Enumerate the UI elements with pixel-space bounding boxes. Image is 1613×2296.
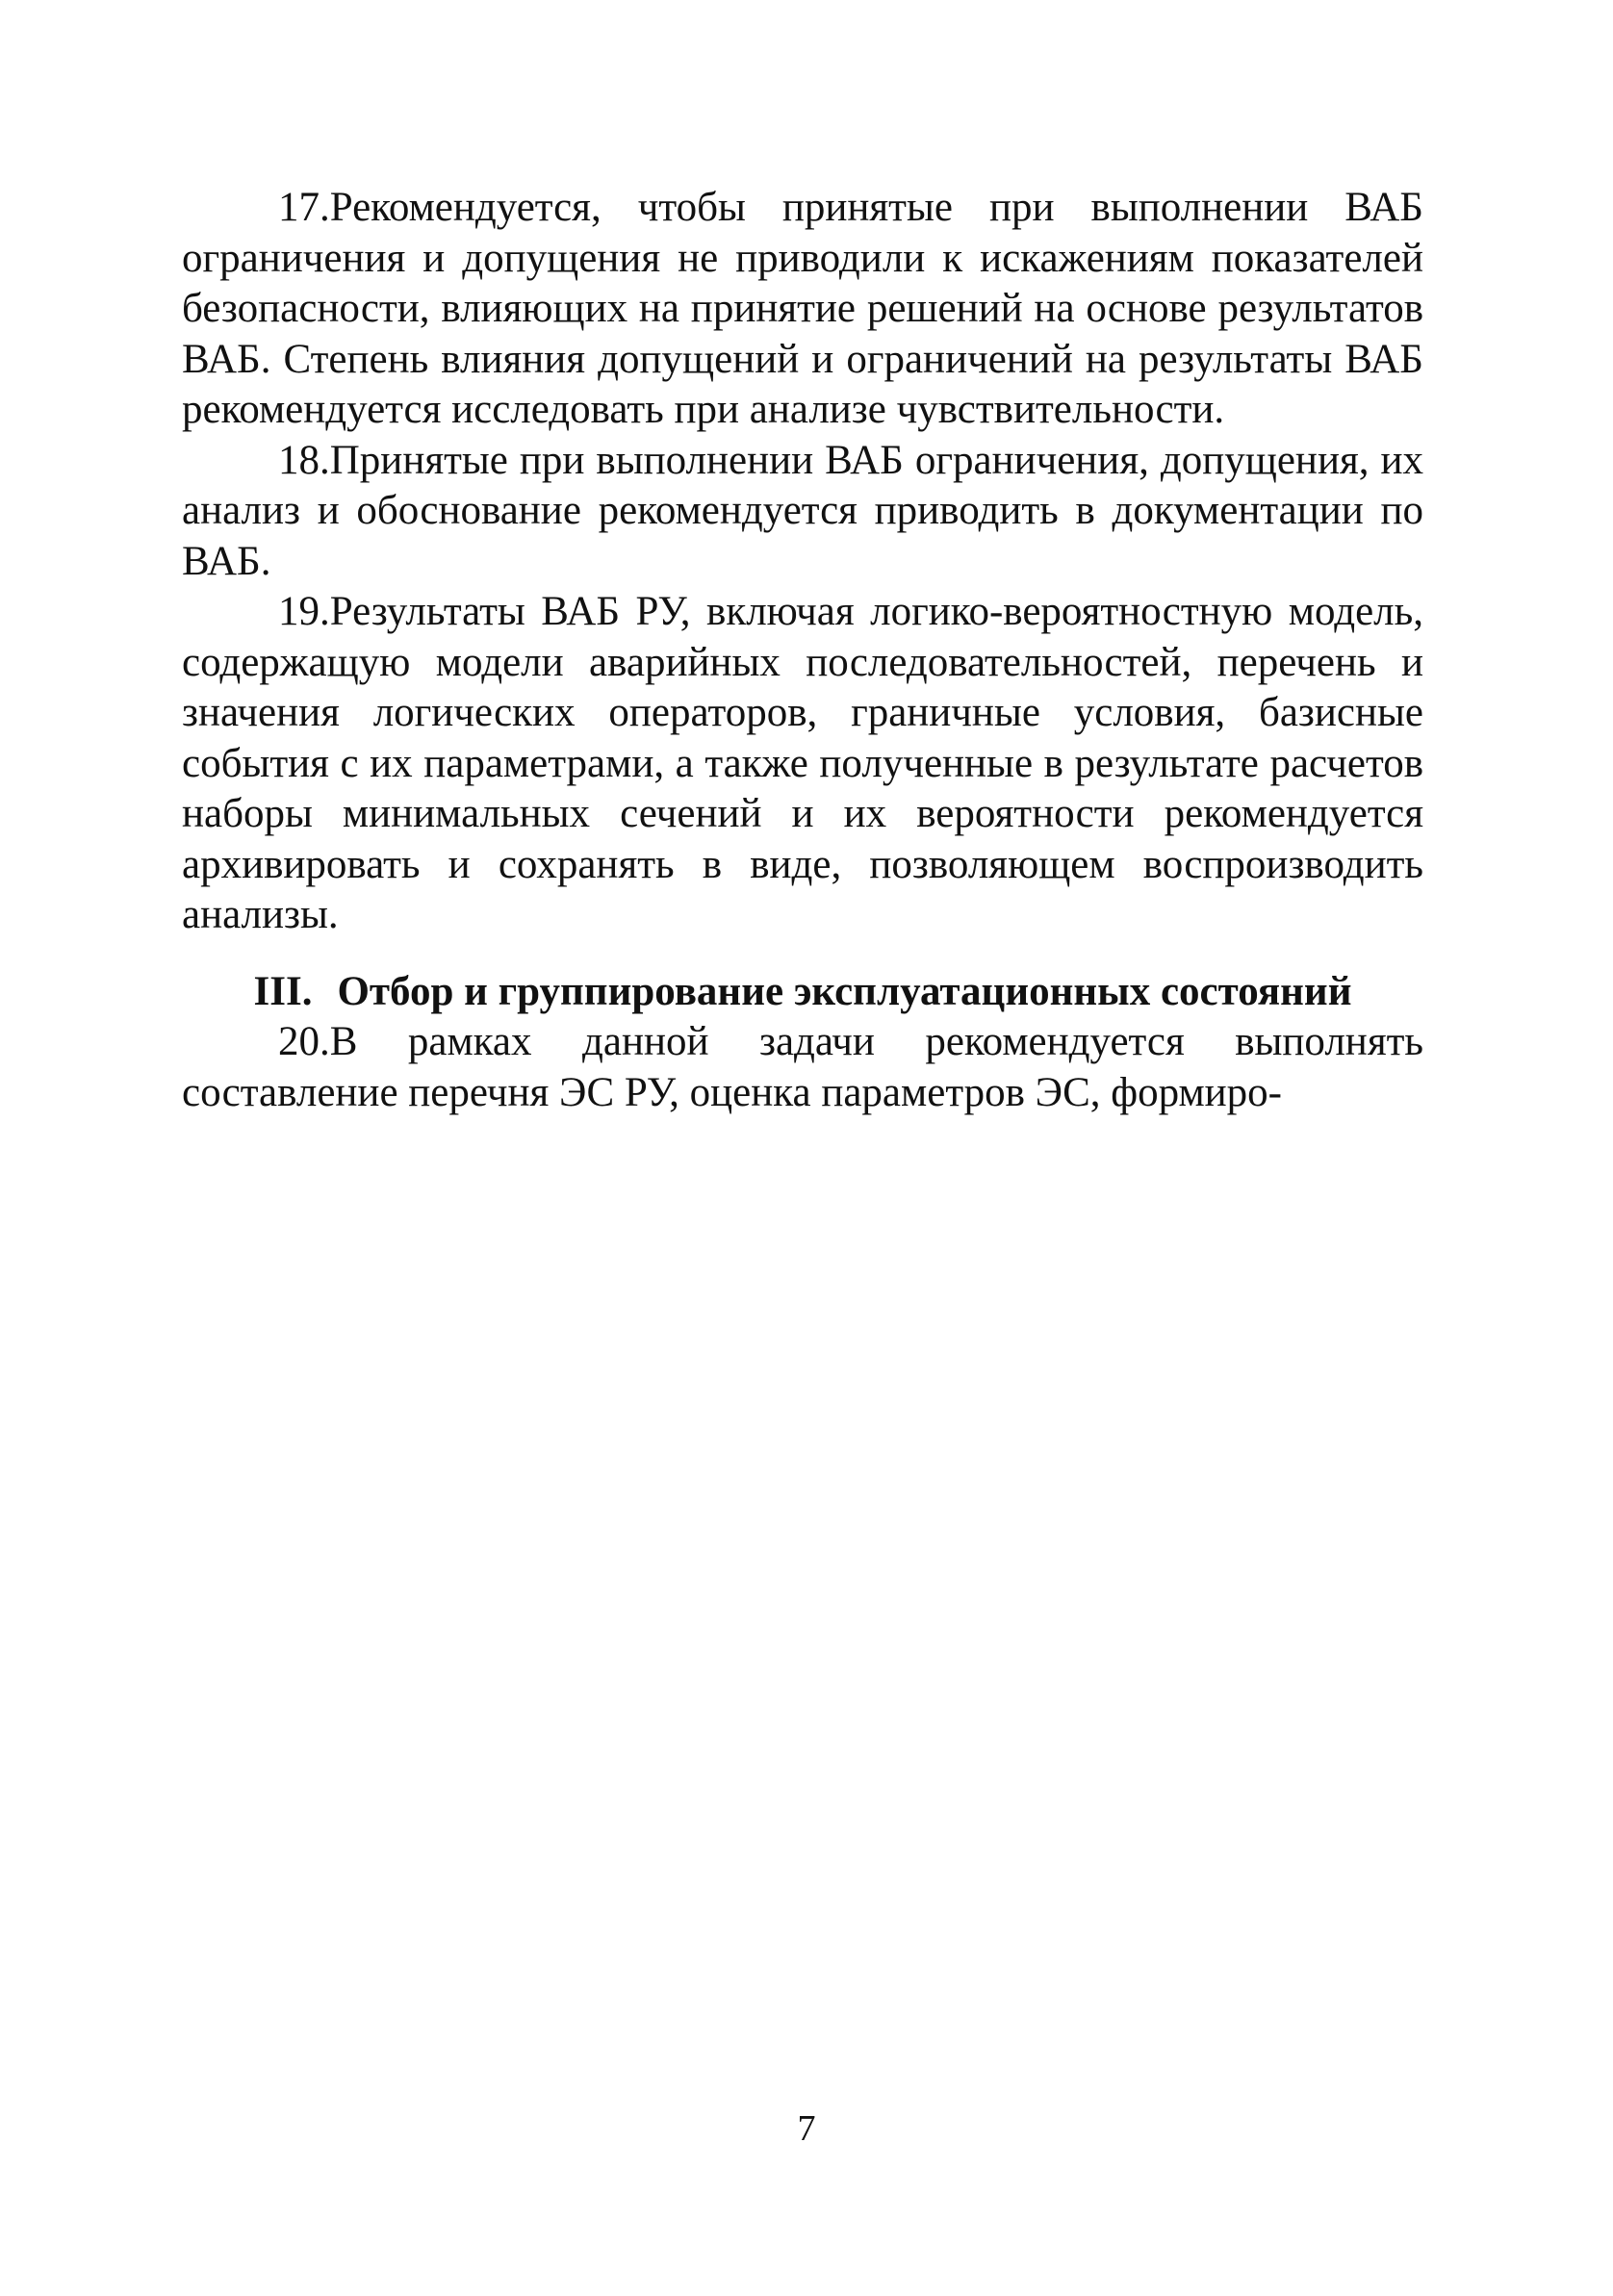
section-heading [182,967,1423,1018]
paragraph-20: 20.В рамках данной задачи рекомендуется выполнять составление перечня ЭС РУ, оценка параметров ЭС, формиро- [182,1019,1423,1115]
paragraph-18: 18.Принятые при выполнении ВАБ ограничения, допущения, их анализ и обоснование рекомендуется приводить в документации по ВАБ. [182,437,1423,584]
paragraph-19: 19.Результаты ВАБ РУ, включая логико-вероятностную модель, содержащую модели аварийных последовательностей, перечень и значения логических операторов, граничные условия, базисные события с их параметрами, а также полученные в результате расчетов наборы минимальных сечений и их вероятности рекомендуется архивировать и сохранять в виде, позволяющем воспроизводить анализы. [182,589,1423,937]
paragraph-17: 17.Рекомендуется, чтобы принятые при выполнении ВАБ ограничения и допущения не приводили к искажениям показателей безопасности, влияющих на принятие решений на основе результатов ВАБ. Степень влияния допущений и ограничений на результаты ВАБ рекомендуется исследовать при анализе чувствительности. [182,185,1423,432]
page-number: 7 [797,2108,816,2149]
page-body [182,183,1423,1118]
section-number: III. [253,968,313,1014]
section-title: Отбор и группирование эксплуатационных состояний [337,968,1352,1014]
